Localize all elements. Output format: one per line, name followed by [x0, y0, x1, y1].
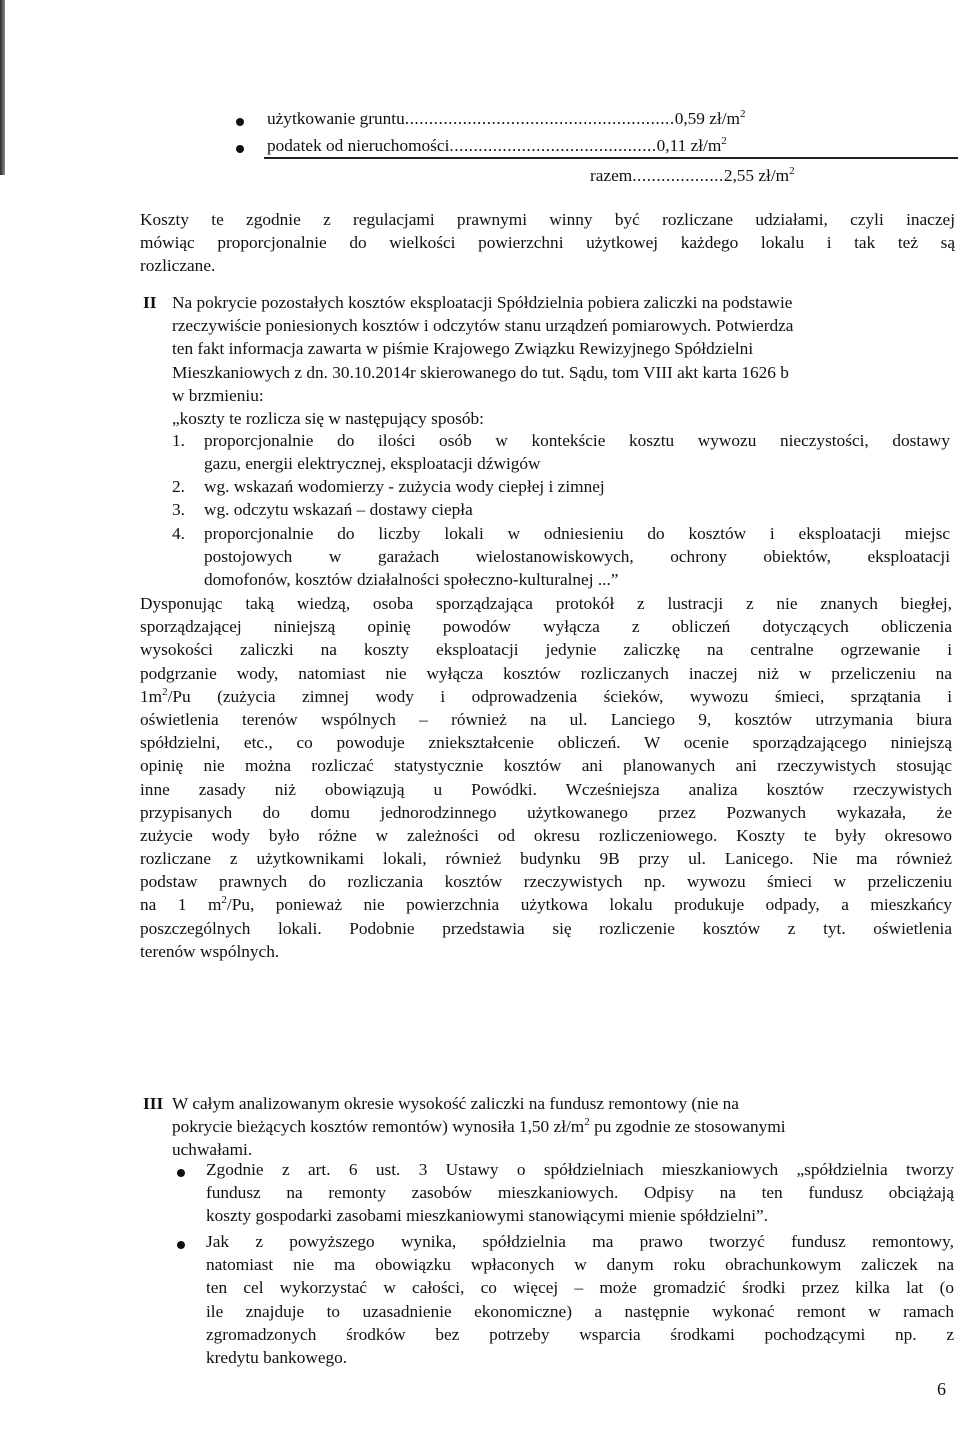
section-iii-bullet: Zgodnie z art. 6 ust. 3 Ustawy o spółdzielniach mieszkaniowych „spółdzielnia tworzy fundusz na remonty zasobów mieszkaniowych. Odpisy na ten fundusz obciążają koszty gospodarki zasobami mieszkaniowymi stanowiącymi mienie spółdzielni”. — [206, 1160, 954, 1226]
sum-rule — [264, 157, 958, 159]
section-iii-intro: W całym analizowanym okresie wysokość zaliczki na fundusz remontowy (nie na pokrycie bieżących kosztów remontów) wynosiła 1,50 $zł/m^2$ pu zgodnie ze stosowanymi uchwałami. — [172, 1094, 786, 1160]
intro-paragraph: Koszty te zgodnie z regulacjami prawnymi winny być rozliczane udziałami, czyli inaczej mówiąc proporcjonalnie do wielkości powierzchni użytkowej każdego lokalu i tak też są rozliczane. — [140, 210, 955, 276]
cost-tax: podatek od nieruchomości...........................................0,11 $zł/m^2$ — [267, 135, 727, 155]
list-number: 1. — [172, 431, 185, 450]
list-item: proporcjonalnie do liczby lokali w odniesieniu do kosztów i eksploatacji miejsc postojowych w garażach wielostanowiskowych, ochrony obiektów, eksploatacji domofonów, kosztów działalności społeczno-kulturalnej ...” — [204, 524, 950, 590]
list-number: 2. — [172, 477, 185, 496]
page-number: 6 — [937, 1379, 946, 1399]
cost-total: razem...................2,55 $zł/m^2$ — [590, 165, 795, 185]
section-iii-bullet: Jak z powyższego wynika, spółdzielnia ma prawo tworzyć fundusz remontowy, natomiast nie ma obowiązku wpłaconych w danym roku obrachunkowym zaliczek na ten cel wykorzystać w całości, co więcej – może gromadzić środki przez kilka lat (o ile znajduje to uzasadnienie ekonomiczne) a następnie wykonać remont w ramach zgromadzonych środków bez potrzeby wsparcia środkami pochodzącymi np. z kredytu bankowego. — [206, 1232, 954, 1367]
bullet-dot — [177, 1241, 185, 1249]
cost-land-use: użytkowanie gruntu........................................................0,59 $zł/m^2$ — [267, 108, 746, 128]
bullet-dot — [236, 145, 244, 153]
section-numeral-iii: III — [143, 1094, 164, 1113]
bullet-dot — [236, 118, 244, 126]
list-number: 4. — [172, 524, 185, 543]
section-ii-body: Dysponując taką wiedzą, osoba sporządzająca protokół z lustracji z nie znanych biegłej, sporządzającej niniejszą opinię powodów wyłącza z obliczeń dotyczących obliczenia wysokości zaliczki na koszty eksploatacji jedynie zaliczkę na centralne ogrzewanie i podgrzanie wody, natomiast nie wyłącza kosztów rozliczanych inaczej niż w przeliczeniu na $1m^2/Pu$ (zużycia zimnej wody i odprowadzenia ścieków, wywozu śmieci, sprzątania i oświetlenia terenów wspólnych – również na ul. Lanciego 9, kosztów utrzymania biura spółdzielni, etc., co powoduje zniekształcenie obliczeń. W ocenie sporządzającego niniejszą opinię nie można rozliczać statystycznie kosztów ani planowanych ani rzeczywistych stosując inne zasady niż obowiązują u Powódki. Wcześniejsza analiza kosztów rzeczywistych przypisanych do domu jednorodzinnego użytkowanego przez Pozwanych wykazała, że zużycie wody było różne w zależności od okresu rozliczeniowego. Koszty te były okresowo rozliczane z użytkownikami lokali, również budynku 9B przy ul. Lanicego. Nie ma również podstaw prawnych do rozliczania kosztów rzeczywistych np. wywozu śmieci w przeliczeniu na 1 $m^2/Pu$, ponieważ nie powierzchnia użytkowa lokalu produkuje odpady, a mieszkańcy poszczególnych lokali. Podobnie przedstawia się rozliczenie kosztów z tyt. oświetlenia terenów wspólnych. — [140, 594, 952, 961]
list-item: wg. wskazań wodomierzy - zużycia wody ciepłej i zimnej — [204, 477, 605, 496]
list-item: proporcjonalnie do ilości osób w kontekście kosztu wywozu nieczystości, dostawy gazu, energii elektrycznej, eksploatacji dźwigów — [204, 431, 950, 474]
list-item: wg. odczytu wskazań – dostawy ciepła — [204, 500, 473, 519]
section-numeral-ii: II — [143, 293, 157, 312]
list-number: 3. — [172, 500, 185, 519]
bullet-dot — [177, 1169, 185, 1177]
section-ii-intro: Na pokrycie pozostałych kosztów eksploatacji Spółdzielnia pobiera zaliczki na podstawie rzeczywiście poniesionych kosztów i odczytów stanu urządzeń pomiarowych. Potwierdza ten fakt informacja zawarta w piśmie Krajowego Związku Rewizyjnego Spółdzielni Mieszkaniowych z dn. 30.10.2014r skierowanego do tut. Sądu, tom VIII akt karta 1626 b w brzmieniu: „koszty te rozlicza się w następujący sposób: — [172, 293, 794, 428]
